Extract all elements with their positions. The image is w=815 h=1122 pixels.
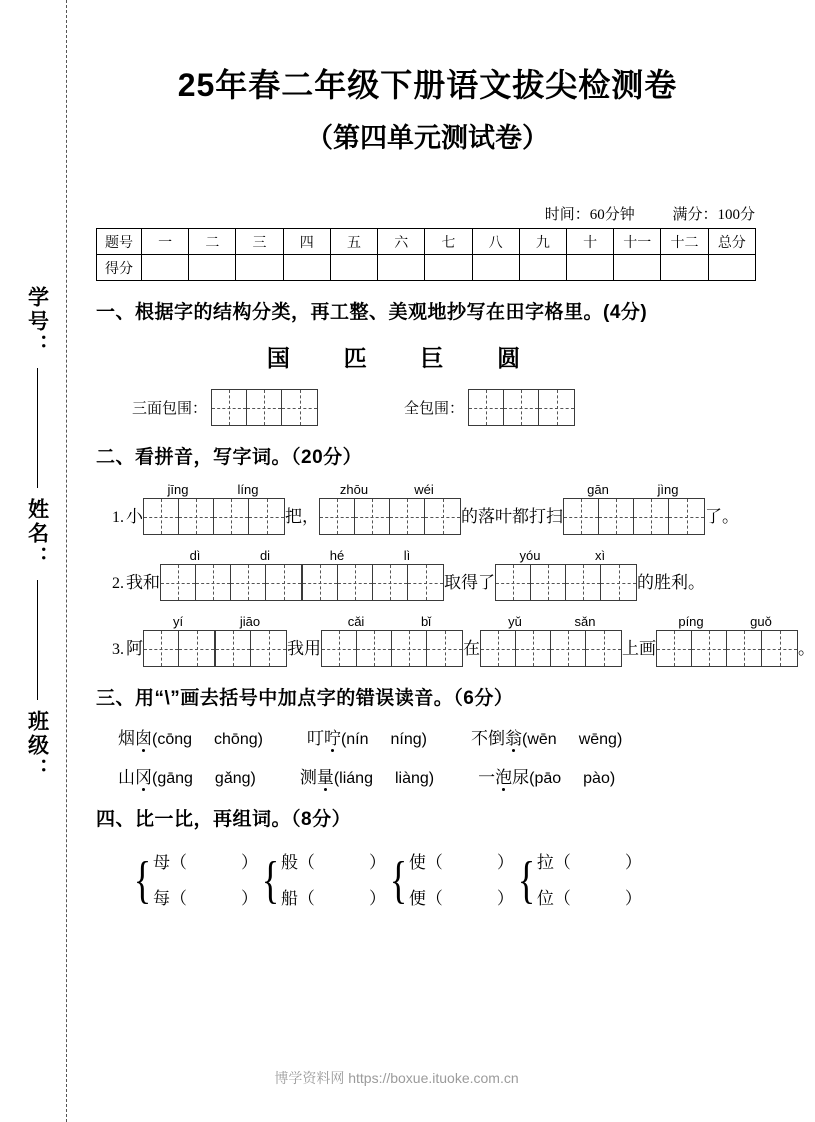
pinyin-syllable: jīng — [167, 482, 189, 497]
q3-dotted-char: 泡 — [495, 768, 513, 787]
pinyin-syllable: zhōu — [339, 482, 369, 497]
score-blank-7[interactable] — [425, 255, 472, 281]
pinyin-syllable: di — [259, 548, 271, 563]
q3-option-2[interactable]: chōng — [214, 731, 258, 748]
score-row-label-question: 题号 — [97, 229, 142, 255]
q2-line-3-text-2: 在 — [463, 639, 480, 658]
q3-option-1[interactable]: cōng — [157, 731, 193, 748]
q2-line-3-text-1: 我用 — [287, 639, 321, 658]
score-row-label-score: 得分 — [97, 255, 142, 281]
q2-line-3-text-4: 。 — [798, 639, 815, 658]
brace-icon: { — [261, 851, 280, 909]
q2-line-1-text-2: 的落叶都打扫 — [461, 507, 563, 526]
student-info-stack — [16, 282, 58, 786]
tianzige-cell[interactable] — [355, 499, 390, 534]
pinyin-syllable: yí — [172, 614, 184, 629]
exam-meta — [96, 203, 755, 224]
q2-line-2-text-2: 的胜利。 — [637, 573, 705, 592]
q4-paren-close: ） — [368, 889, 386, 908]
spacer — [285, 724, 307, 749]
q2-l2-pinyin-youxi — [495, 547, 637, 564]
score-col-total: 总分 — [708, 229, 755, 255]
tianzige-grid[interactable] — [656, 630, 798, 667]
page-subtitle: （第四单元测试卷） — [306, 123, 549, 153]
q2-l2-pinyin-didi — [160, 547, 302, 564]
question-1-title: 一、根据字的结构分类，再工整、美观地抄写在田字格里。(4分) — [96, 302, 648, 323]
field-class: 班级： — [25, 710, 49, 782]
spacer — [456, 763, 478, 788]
q4-pair-top[interactable] — [409, 845, 514, 881]
q3-option-2[interactable]: pào — [583, 770, 610, 787]
exam-duration: 时间：60分钟 — [544, 207, 635, 223]
pinyin-syllable: bǐ — [420, 614, 432, 629]
score-blank-5[interactable] — [330, 255, 377, 281]
q2-l1-pinyin-ganjing — [563, 481, 705, 498]
q4-char: 船（ — [280, 889, 315, 908]
tianzige-cell[interactable] — [599, 499, 634, 534]
tianzige-cell[interactable] — [634, 499, 669, 534]
tianzige-cell[interactable] — [392, 631, 427, 666]
tianzige-cell[interactable] — [357, 631, 392, 666]
score-col-3: 三 — [236, 229, 283, 255]
tianzige-cell[interactable] — [390, 499, 425, 534]
q3-item-dingning[interactable] — [307, 724, 427, 749]
q4-pair-list — [537, 845, 642, 917]
tianzige-cell[interactable] — [504, 390, 539, 425]
question-3-title: 三、用“\”画去括号中加点字的错误读音。（6分） — [96, 688, 514, 709]
score-col-6: 六 — [378, 229, 425, 255]
q1-label-three-sided: 三面包围： — [132, 401, 208, 417]
q4-pair-bottom[interactable] — [153, 881, 258, 917]
q3-option-1[interactable]: liáng — [339, 770, 373, 787]
q4-row — [96, 845, 793, 917]
q2-l3-pinyin-yi — [143, 613, 215, 630]
tianzige-cell[interactable] — [144, 631, 179, 666]
q2-line-1-text-3: 了。 — [705, 507, 739, 526]
score-blank-2[interactable] — [189, 255, 236, 281]
tianzige-cell[interactable] — [179, 631, 214, 666]
q3-option-1[interactable]: pāo — [534, 770, 562, 787]
q4-group-ban-chuan — [258, 845, 386, 917]
score-table-row-scores — [97, 255, 756, 281]
score-table — [96, 228, 756, 281]
q3-option-2[interactable]: liàng — [394, 770, 429, 787]
tianzige-grid-three-sided[interactable] — [211, 389, 318, 426]
tianzige-grid[interactable] — [160, 564, 302, 601]
brace-icon: { — [133, 851, 152, 909]
tianzige-cell[interactable] — [247, 390, 282, 425]
spacer — [434, 763, 456, 788]
q2-line-1-number: 1. — [112, 509, 124, 526]
pinyin-syllable: píng — [678, 614, 704, 629]
tianzige-grid[interactable] — [495, 564, 637, 601]
q3-options[interactable]: (gāng gǎng) — [152, 770, 256, 787]
q1-char-4: 圆 — [497, 346, 523, 371]
tianzige-cell[interactable] — [531, 565, 566, 600]
score-blank-11[interactable] — [614, 255, 661, 281]
question-2-title: 二、看拼音，写字词。（20分） — [96, 447, 363, 468]
q2-l3-pinyin-yusan — [480, 613, 622, 630]
score-blank-4[interactable] — [283, 255, 330, 281]
tianzige-cell[interactable] — [212, 390, 247, 425]
q2-l1-grid-ganjing — [563, 481, 705, 535]
q3-options[interactable]: (nín níng) — [340, 731, 427, 748]
pinyin-syllable: guǒ — [750, 614, 772, 629]
q3-item-yipaoniao[interactable] — [478, 763, 615, 788]
pinyin-syllable: líng — [237, 482, 259, 497]
field-name: 姓名： — [25, 498, 49, 570]
q4-paren-close: ） — [624, 853, 642, 872]
tianzige-cell[interactable] — [214, 499, 249, 534]
q4-pair-bottom[interactable] — [537, 881, 642, 917]
q2-line-3 — [96, 613, 815, 667]
score-blank-3[interactable] — [236, 255, 283, 281]
spacer — [278, 763, 300, 788]
q4-pair-bottom[interactable] — [281, 881, 386, 917]
tianzige-cell[interactable] — [727, 631, 762, 666]
q4-group-shi-bian — [386, 845, 514, 917]
q2-l3-grid-pingguo — [656, 613, 798, 667]
score-blank-1[interactable] — [142, 255, 189, 281]
question-1-characters — [96, 340, 793, 373]
q3-options[interactable]: (wēn wēng) — [522, 731, 623, 748]
pinyin-syllable: yóu — [519, 548, 541, 563]
q4-char: 拉（ — [536, 853, 571, 872]
q4-group-la-wei — [514, 845, 642, 917]
tianzige-cell[interactable] — [551, 631, 586, 666]
score-col-7: 七 — [425, 229, 472, 255]
q3-option-1[interactable]: wēn — [527, 731, 557, 748]
q4-pair-top[interactable] — [537, 845, 642, 881]
score-blank-8[interactable] — [472, 255, 519, 281]
q4-paren-close: ） — [368, 853, 386, 872]
tianzige-cell[interactable] — [496, 565, 531, 600]
exam-total-score: 满分：100分 — [672, 207, 755, 223]
tianzige-grid[interactable] — [143, 498, 285, 535]
footer-watermark: 博学资料网 https://boxue.ituoke.com.cn — [274, 1070, 519, 1086]
q3-item-shangang[interactable] — [118, 763, 256, 788]
brace-icon: { — [517, 851, 536, 909]
q3-row-2 — [96, 763, 793, 788]
q3-word-prefix: 一 — [478, 768, 496, 787]
q2-l1-grid-zhouwei — [319, 481, 461, 535]
tianzige-grid[interactable] — [480, 630, 622, 667]
pinyin-syllable: cǎi — [347, 614, 365, 629]
q4-char: 便（ — [408, 889, 443, 908]
q2-line-2-number: 2. — [112, 575, 124, 592]
q3-word-prefix: 叮 — [306, 729, 324, 748]
score-col-2: 二 — [189, 229, 236, 255]
tianzige-cell[interactable] — [249, 499, 284, 534]
tianzige-cell[interactable] — [216, 631, 251, 666]
q3-row-1 — [96, 724, 793, 749]
q1-group-full-enclosure — [404, 389, 575, 426]
score-blank-10[interactable] — [566, 255, 613, 281]
seal-dashed-line — [66, 0, 67, 1122]
q2-l2-grid-youxi — [495, 547, 637, 601]
spacer — [427, 724, 449, 749]
tianzige-cell[interactable] — [516, 631, 551, 666]
q2-l3-grid-jiao — [215, 613, 287, 667]
q2-l2-grid-didi — [160, 547, 302, 601]
q3-option-2[interactable]: níng — [390, 731, 422, 748]
tianzige-cell[interactable] — [303, 565, 338, 600]
q2-l3-grid-yi — [143, 613, 215, 667]
q4-pair-list — [153, 845, 258, 917]
tianzige-cell[interactable] — [601, 565, 636, 600]
pinyin-syllable: lì — [403, 548, 411, 563]
q3-dotted-char: 囱 — [135, 729, 152, 748]
q4-paren-close: ） — [624, 889, 642, 908]
q4-paren-close: ） — [496, 889, 514, 908]
tianzige-cell[interactable] — [762, 631, 797, 666]
score-col-4: 四 — [283, 229, 330, 255]
tianzige-cell[interactable] — [338, 565, 373, 600]
q1-char-3: 巨 — [420, 346, 446, 371]
q3-item-celiang[interactable] — [300, 763, 434, 788]
score-blank-6[interactable] — [378, 255, 425, 281]
tianzige-cell[interactable] — [566, 565, 601, 600]
q3-word-prefix: 烟 — [118, 729, 135, 748]
tianzige-cell[interactable] — [669, 499, 704, 534]
pinyin-syllable: dì — [189, 548, 201, 563]
q3-item-yancong[interactable] — [118, 724, 263, 749]
tianzige-grid[interactable] — [321, 630, 463, 667]
q3-dotted-char: 咛 — [323, 729, 341, 748]
q2-l1-grid-jingling — [143, 481, 285, 535]
tianzige-cell[interactable] — [320, 499, 355, 534]
field-student-number: 学号： — [25, 286, 49, 358]
q4-char: 每（ — [152, 889, 187, 908]
score-col-11: 十一 — [614, 229, 661, 255]
q3-option-2[interactable]: wēng — [578, 731, 617, 748]
q4-group-mu-mei — [130, 845, 258, 917]
q3-dotted-char: 翁 — [505, 729, 522, 748]
tianzige-cell[interactable] — [481, 631, 516, 666]
score-col-9: 九 — [519, 229, 566, 255]
score-col-8: 八 — [472, 229, 519, 255]
score-blank-9[interactable] — [519, 255, 566, 281]
question-4-title: 四、比一比，再组词。（8分） — [96, 809, 352, 830]
q1-char-2: 匹 — [343, 346, 369, 371]
tianzige-cell[interactable] — [373, 565, 408, 600]
tianzige-cell[interactable] — [427, 631, 462, 666]
tianzige-cell[interactable] — [425, 499, 460, 534]
pinyin-syllable: yǔ — [508, 614, 522, 629]
q2-line-3-text-0: 阿 — [126, 639, 143, 658]
q2-line-1-text-1: 把， — [285, 507, 319, 526]
q3-options[interactable]: (liáng liàng) — [333, 770, 435, 787]
score-col-12: 十二 — [661, 229, 708, 255]
pinyin-syllable: jiāo — [239, 614, 261, 629]
score-col-5: 五 — [330, 229, 377, 255]
question-1-answer-row — [96, 389, 793, 426]
score-col-1: 一 — [142, 229, 189, 255]
tianzige-cell[interactable] — [179, 499, 214, 534]
brace-icon: { — [389, 851, 408, 909]
q3-word-prefix: 测 — [299, 768, 317, 787]
q2-l3-grid-caibi — [321, 613, 463, 667]
q4-pair-list — [281, 845, 386, 917]
score-table-row-questions — [97, 229, 756, 255]
q4-pair-top[interactable] — [281, 845, 386, 881]
score-table-body — [97, 229, 756, 281]
tianzige-cell[interactable] — [282, 390, 317, 425]
pinyin-syllable: jìng — [657, 482, 679, 497]
tianzige-cell[interactable] — [251, 631, 286, 666]
q2-line-2-text-0: 我和 — [126, 573, 160, 592]
q4-paren-close: ） — [496, 853, 514, 872]
q4-char: 位（ — [536, 889, 571, 908]
tianzige-cell[interactable] — [266, 565, 301, 600]
field-rule-name — [37, 580, 38, 700]
tianzige-grid[interactable] — [302, 564, 444, 601]
q4-char: 母（ — [152, 853, 187, 872]
tianzige-cell[interactable] — [161, 565, 196, 600]
q4-pair-top[interactable] — [153, 845, 258, 881]
q4-pair-bottom[interactable] — [409, 881, 514, 917]
tianzige-cell[interactable] — [586, 631, 621, 666]
tianzige-grid[interactable] — [143, 630, 215, 667]
q4-paren-close: ） — [240, 853, 258, 872]
q3-word-suffix: 尿 — [512, 768, 530, 787]
q2-line-2 — [96, 547, 793, 601]
q2-line-3-text-3: 上画 — [622, 639, 656, 658]
pinyin-syllable: gān — [587, 482, 609, 497]
tianzige-cell[interactable] — [564, 499, 599, 534]
q2-l3-pinyin-caibi — [321, 613, 463, 630]
q2-l3-pinyin-pingguo — [656, 613, 798, 630]
score-blank-total[interactable] — [708, 255, 755, 281]
tianzige-cell[interactable] — [322, 631, 357, 666]
tianzige-cell[interactable] — [692, 631, 727, 666]
q2-l3-pinyin-jiao — [215, 613, 287, 630]
q1-label-full-enclosure: 全包围： — [404, 401, 465, 417]
tianzige-cell[interactable] — [231, 565, 266, 600]
q1-group-three-sided — [132, 389, 318, 426]
q3-options[interactable]: (cōng chōng) — [152, 731, 263, 748]
q4-char: 般（ — [280, 853, 315, 872]
tianzige-cell[interactable] — [657, 631, 692, 666]
score-blank-12[interactable] — [661, 255, 708, 281]
tianzige-grid[interactable] — [563, 498, 705, 535]
tianzige-cell[interactable] — [539, 390, 574, 425]
exam-sheet — [96, 0, 815, 1122]
spacer — [256, 763, 278, 788]
q4-paren-close: ） — [240, 889, 258, 908]
q3-word-prefix: 不倒 — [471, 729, 505, 748]
q3-options[interactable]: (pāo pào) — [529, 770, 616, 787]
q2-l1-pinyin-zhouwei — [319, 481, 461, 498]
q2-l2-grid-heli — [302, 547, 444, 601]
tianzige-grid[interactable] — [319, 498, 461, 535]
tianzige-cell[interactable] — [196, 565, 231, 600]
pinyin-syllable: wéi — [414, 482, 434, 497]
q3-dotted-char: 冈 — [135, 768, 152, 787]
page-title: 25年春二年级下册语文拔尖检测卷 — [177, 67, 678, 103]
q3-option-1[interactable]: gāng — [157, 770, 193, 787]
tianzige-cell[interactable] — [469, 390, 504, 425]
q4-pair-list — [409, 845, 514, 917]
q2-l3-grid-yusan — [480, 613, 622, 667]
pinyin-syllable: xì — [594, 548, 606, 563]
q3-dotted-char: 量 — [316, 768, 334, 787]
q2-line-1-text-0: 小 — [126, 507, 143, 526]
q3-option-1[interactable]: nín — [346, 731, 369, 748]
q2-line-1 — [96, 481, 793, 535]
tianzige-cell[interactable] — [144, 499, 179, 534]
spacer — [449, 724, 471, 749]
spacer — [263, 724, 285, 749]
pinyin-syllable: hé — [329, 548, 345, 563]
q1-char-1: 国 — [266, 346, 292, 371]
binding-margin — [0, 0, 96, 1122]
q4-char: 使（ — [408, 853, 443, 872]
q2-line-3-number: 3. — [112, 641, 124, 658]
tianzige-cell[interactable] — [408, 565, 443, 600]
q3-item-budaoweng[interactable] — [471, 724, 622, 749]
q2-l1-pinyin-jingling — [143, 481, 285, 498]
tianzige-grid[interactable] — [215, 630, 287, 667]
score-col-10: 十 — [566, 229, 613, 255]
q3-option-2[interactable]: gǎng — [214, 770, 251, 787]
field-rule-student-number — [37, 368, 38, 488]
q2-l2-pinyin-heli — [302, 547, 444, 564]
tianzige-grid-full-enclosure[interactable] — [468, 389, 575, 426]
q2-line-2-text-1: 取得了 — [444, 573, 495, 592]
pinyin-syllable: sǎn — [574, 614, 596, 629]
q3-word-prefix: 山 — [118, 768, 135, 787]
